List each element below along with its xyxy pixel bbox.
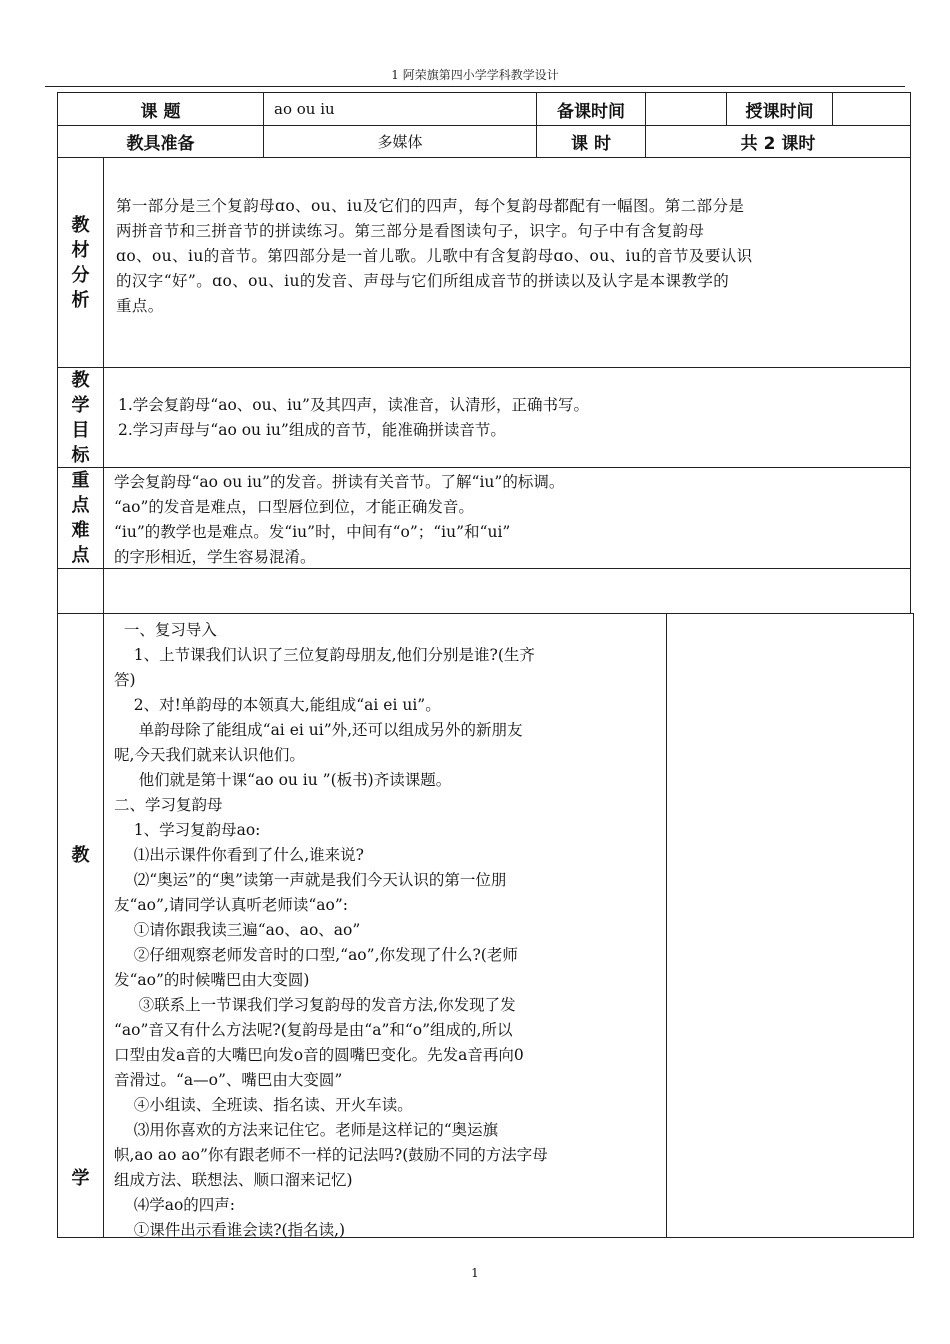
page-number: 1 bbox=[471, 1266, 479, 1280]
process-line: ⑵“奥运”的“奥”读第一声就是我们今天认识的第一位朋 bbox=[114, 871, 507, 889]
topic-label: 课 题 bbox=[57, 92, 264, 126]
process-line: ①课件出示看谁会读?(指名读,) bbox=[114, 1221, 346, 1239]
header-divider bbox=[45, 86, 905, 87]
topic-value: ao ou iu bbox=[263, 92, 537, 126]
process-line: 一、复习导入 bbox=[114, 621, 217, 639]
page-header: 1 阿荣旗第四小学学科教学设计 bbox=[391, 68, 559, 82]
process-line: ③联系上一节课我们学习复韵母的发音方法,你发现了发 bbox=[114, 996, 516, 1014]
prep-time-label: 备课时间 bbox=[536, 92, 646, 126]
process-label-cell bbox=[57, 613, 104, 1238]
objective-line: 1.学会复韵母“ao、ou、iu”及其四声，读准音，认清形，正确书写。 bbox=[118, 396, 589, 414]
tools-label: 教具准备 bbox=[57, 125, 264, 158]
objectives-text bbox=[103, 367, 911, 468]
analysis-text bbox=[103, 157, 911, 368]
process-line: 二、学习复韵母 bbox=[114, 796, 223, 814]
process-line: ⑴出示课件你看到了什么,谁来说? bbox=[114, 846, 364, 864]
key-point-line: 的字形相近，学生容易混淆。 bbox=[114, 548, 316, 566]
process-line: 口型由发a音的大嘴巴向发o音的圆嘴巴变化。先发a音再向0 bbox=[114, 1046, 524, 1064]
teach-time-value bbox=[832, 92, 911, 126]
process-line: 组成方法、联想法、顺口溜来记忆) bbox=[114, 1171, 353, 1189]
process-label-bottom: 学 bbox=[71, 1168, 90, 1189]
process-line: ②仔细观察老师发音时的口型,“ao”,你发现了什么?(老师 bbox=[114, 946, 518, 964]
process-line: 发“ao”的时候嘴巴由大变圆) bbox=[114, 971, 310, 989]
process-line: ④小组读、全班读、指名读、开火车读。 bbox=[114, 1096, 413, 1114]
prep-time-value bbox=[645, 92, 727, 126]
key-point-line: “ao”的发音是难点，口型唇位到位，才能正确发音。 bbox=[114, 498, 474, 516]
process-line: 呢,今天我们就来认识他们。 bbox=[114, 746, 305, 764]
process-label-top: 教 bbox=[71, 845, 90, 866]
empty-content-cell bbox=[103, 568, 911, 614]
empty-label-cell bbox=[57, 568, 104, 614]
tools-value: 多媒体 bbox=[263, 125, 537, 158]
process-line: 答) bbox=[114, 671, 136, 689]
process-line: 友“ao”,请同学认真听老师读“ao”: bbox=[114, 896, 348, 914]
teach-time-label: 授课时间 bbox=[726, 92, 833, 126]
analysis-line: 第一部分是三个复韵母ɑo、ou、iu及它们的四声，每个复韵母都配有一幅图。第二部分是 bbox=[116, 197, 745, 215]
analysis-line: ɑo、ou、iu的音节。第四部分是一首儿歌。儿歌中有含复韵母ɑo、ou、iu的音节及要认识 bbox=[116, 247, 753, 265]
objectives-label: 教学目标 bbox=[57, 367, 104, 468]
key-points-label: 重点难点 bbox=[57, 467, 104, 569]
process-line: 单韵母除了能组成“ai ei ui”外,还可以组成另外的新朋友 bbox=[114, 721, 523, 739]
process-line: 1、上节课我们认识了三位复韵母朋友,他们分别是谁?(生齐 bbox=[114, 646, 535, 664]
analysis-line: 重点。 bbox=[116, 297, 164, 315]
process-line: ①请你跟我读三遍“ao、ao、ao” bbox=[114, 921, 361, 939]
process-line: “ao”音又有什么方法呢?(复韵母是由“a”和“o”组成的,所以 bbox=[114, 1021, 513, 1039]
process-line: ⑶用你喜欢的方法来记住它。老师是这样记的“奥运旗 bbox=[114, 1121, 499, 1139]
objective-line: 2.学习声母与“ao ou iu”组成的音节，能准确拼读音节。 bbox=[118, 421, 506, 439]
process-line: 1、学习复韵母ao: bbox=[114, 821, 261, 839]
process-line: 他们就是第十课“ao ou iu ”(板书)齐读课题。 bbox=[114, 771, 452, 789]
analysis-line: 两拼音节和三拼音节的拼读练习。第三部分是看图读句子，识字。句子中有含复韵母 bbox=[116, 222, 705, 240]
key-points-text bbox=[103, 467, 911, 569]
analysis-line: 的汉字“好”。ɑo、ou、iu的发音、声母与它们所组成音节的拼读以及认字是本课教学的 bbox=[116, 272, 730, 290]
period-value: 共 2 课时 bbox=[645, 125, 911, 158]
process-line: 音滑过。“a—o”、嘴巴由大变圆” bbox=[114, 1071, 343, 1089]
process-line: 帜,ao ao ao”你有跟老师不一样的记法吗?(鼓励不同的方法字母 bbox=[114, 1146, 548, 1164]
period-label: 课 时 bbox=[536, 125, 646, 158]
process-line: ⑷学ao的四声: bbox=[114, 1196, 236, 1214]
key-point-line: “iu”的教学也是难点。发“iu”时，中间有“o”；“iu”和“ui” bbox=[114, 523, 511, 541]
analysis-label: 教材分析 bbox=[57, 157, 104, 368]
key-point-line: 学会复韵母“ao ou iu”的发音。拼读有关音节。了解“iu”的标调。 bbox=[114, 473, 565, 491]
process-text bbox=[103, 613, 667, 1238]
notes-column bbox=[666, 613, 914, 1238]
process-line: 2、对!单韵母的本领真大,能组成“ai ei ui”。 bbox=[114, 696, 441, 714]
